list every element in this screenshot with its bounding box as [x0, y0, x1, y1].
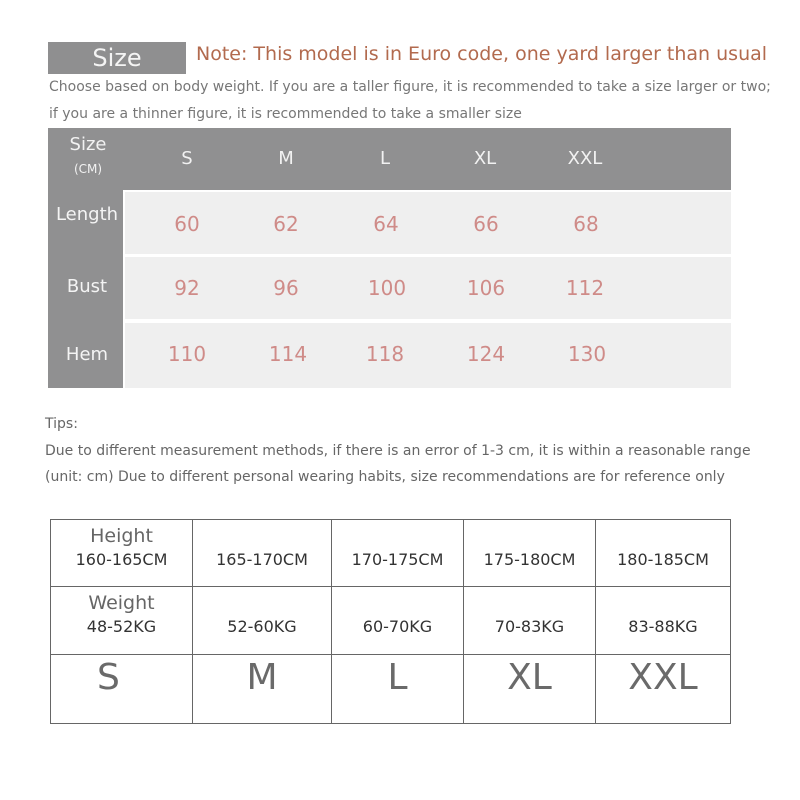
size-header-m: M	[278, 148, 294, 169]
size-badge: Size	[48, 42, 186, 74]
bust-xxl: 112	[565, 276, 605, 300]
weight-xxl: 83-88KG	[628, 617, 698, 636]
size-header-s: S	[181, 148, 193, 169]
size-cell-s	[51, 655, 193, 724]
intro-line-1: Choose based on body weight. If you are a taller figure, it is recommended to take a size larger or two;	[49, 79, 771, 95]
bust-s: 92	[174, 276, 200, 300]
size-xl: XL	[507, 657, 552, 698]
size-chart	[48, 128, 731, 388]
weight-cell-xxl	[596, 587, 731, 655]
weight-s: 48-52KG	[86, 617, 157, 636]
height-cell-xl	[464, 520, 596, 587]
weight-cell-l	[332, 587, 464, 655]
bust-m: 96	[273, 276, 299, 300]
size-recommendation-table	[50, 519, 731, 724]
weight-cell-xl	[464, 587, 596, 655]
hem-xxl: 130	[567, 342, 607, 366]
height-cell-m	[193, 520, 332, 587]
tips-line-2: (unit: cm) Due to different personal wearing habits, size recommendations are for reference only	[45, 469, 725, 485]
weight-l: 60-70KG	[362, 617, 433, 636]
corner-unit: (CM)	[73, 162, 103, 176]
height-xl: 175-180CM	[483, 550, 576, 569]
length-xl: 66	[473, 212, 499, 236]
row-label-bust: Bust	[66, 276, 108, 297]
row-label-hem: Hem	[65, 344, 109, 365]
hem-s: 110	[167, 342, 207, 366]
height-label: Height	[90, 525, 153, 547]
intro-line-2: if you are a thinner figure, it is recommended to take a smaller size	[49, 106, 522, 122]
size-header-xxl: XXL	[567, 148, 603, 169]
weight-row	[51, 587, 731, 655]
height-m: 165-170CM	[216, 550, 308, 569]
height-s: 160-165CM	[75, 550, 168, 569]
corner-label: Size	[69, 134, 107, 155]
size-header-xl: XL	[473, 148, 497, 169]
size-xxl: XXL	[628, 657, 698, 698]
size-cell-m	[193, 655, 332, 724]
length-l: 64	[373, 212, 399, 236]
height-cell-xxl	[596, 520, 731, 587]
tips-title: Tips:	[45, 416, 78, 432]
weight-label: Weight	[88, 592, 155, 614]
weight-cell-s	[51, 587, 193, 655]
weight-xl: 70-83KG	[494, 617, 565, 636]
hem-m: 114	[268, 342, 308, 366]
euro-code-note: Note: This model is in Euro code, one yard larger than usual	[196, 43, 768, 65]
height-row	[51, 520, 731, 587]
height-cell-l	[332, 520, 464, 587]
hem-xl: 124	[466, 342, 506, 366]
height-xxl: 180-185CM	[617, 550, 709, 569]
length-xxl: 68	[573, 212, 599, 236]
weight-m: 52-60KG	[227, 617, 297, 636]
size-cell-l	[332, 655, 464, 724]
length-s: 60	[174, 212, 200, 236]
size-s: S	[97, 657, 120, 698]
length-m: 62	[273, 212, 299, 236]
size-header-l: L	[379, 148, 391, 169]
size-row	[51, 655, 731, 724]
row-label-length: Length	[55, 204, 119, 225]
tips-line-1: Due to different measurement methods, if there is an error of 1-3 cm, it is within a reasonable range	[45, 443, 751, 459]
size-l: L	[387, 657, 408, 698]
hem-l: 118	[365, 342, 405, 366]
size-m: M	[246, 657, 278, 698]
bust-l: 100	[367, 276, 407, 300]
height-l: 170-175CM	[351, 550, 444, 569]
size-cell-xxl	[596, 655, 731, 724]
height-cell-s	[51, 520, 193, 587]
bust-xl: 106	[466, 276, 506, 300]
size-cell-xl	[464, 655, 596, 724]
weight-cell-m	[193, 587, 332, 655]
